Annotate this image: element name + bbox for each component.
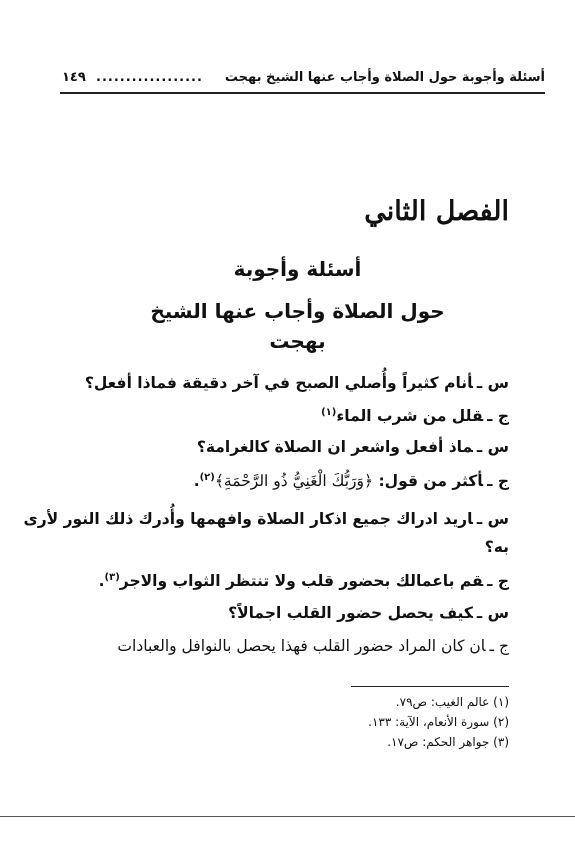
qa-question-4 (60, 600, 509, 626)
answer-label: ج ـ (487, 472, 509, 491)
footnote-1 (396, 693, 509, 711)
page-number: ١٤٩ (62, 70, 86, 85)
qa-question-3 (23, 506, 509, 532)
footnote-3 (387, 733, 509, 751)
quran-quote: ﴿وَرَبُّكَ الْغَنِيُّ ذُو الرَّحْمَةِ﴾ (214, 472, 374, 491)
sentence-end: . (98, 572, 105, 591)
qa-answer-2 (60, 465, 509, 494)
qa-question-2 (60, 434, 509, 460)
footnote-2 (368, 713, 509, 731)
question-label: س ـ (476, 438, 509, 456)
footnote-ref: (١) (321, 407, 337, 418)
footnote-rule (351, 686, 509, 687)
answer-text: أكثر من قول: (378, 472, 484, 491)
answer-text: قم باعمالك بحضور قلب ولا تنتظر الثواب والاجر (119, 572, 484, 591)
question-continuation: به؟ (484, 538, 509, 556)
question-text: اريد ادراك جميع اذكار الصلاة وافهمها وأُدرك ذلك النور لأرى (23, 510, 473, 528)
answer-label: ج ـ (487, 407, 509, 426)
qa-answer-3 (60, 565, 509, 594)
answer-label: ج ـ (487, 572, 509, 591)
question-text: أنام كثيراً وأُصلي الصبح في آخر دقيقة فماذا أفعل؟ (84, 374, 473, 392)
question-label: س ـ (476, 374, 509, 392)
section-title-line-1: أسئلة وأجوبة (233, 257, 362, 281)
question-label: س ـ (476, 510, 509, 528)
qa-answer-1 (60, 400, 509, 429)
bottom-rule (0, 816, 575, 817)
footnote-text: سورة الأنعام، الآية: ١٣٣. (368, 715, 490, 729)
question-text: كيف يحصل حضور القلب اجمالاً؟ (228, 604, 473, 622)
running-header (62, 68, 545, 88)
footnote-text: جواهر الحكم: ص١٧. (387, 735, 490, 749)
sentence-end: . (193, 472, 200, 491)
qa-question-3-continuation (60, 534, 509, 560)
answer-text: قلل من شرب الماء (336, 407, 484, 426)
qa-answer-4 (60, 633, 509, 659)
footnote-ref: (٣) (104, 572, 120, 583)
running-header-title: أسئلة وأجوبة حول الصلاة وأجاب عنها الشيخ بهجت (224, 70, 545, 85)
footnote-number: (٢) (493, 715, 509, 729)
footnote-number: (١) (493, 695, 509, 709)
answer-label: ج ـ (489, 637, 509, 655)
question-label: س ـ (476, 604, 509, 622)
question-text: ماذ أفعل واشعر ان الصلاة كالغرامة؟ (196, 438, 473, 456)
header-rule (60, 92, 545, 94)
qa-question-1 (60, 370, 509, 396)
running-header-dots: .................. (96, 70, 203, 85)
footnote-ref: (٢) (199, 472, 215, 483)
section-title-line-2: حول الصلاة وأجاب عنها الشيخ بهجت (150, 299, 445, 353)
footnote-text: عالم الغيب: ص٧٩. (395, 695, 490, 709)
footnote-number: (٣) (493, 735, 509, 749)
answer-text: ان كان المراد حضور القلب فهذا يحصل بالنوافل والعبادات (117, 637, 486, 655)
chapter-title: الفصل الثاني (364, 196, 509, 227)
